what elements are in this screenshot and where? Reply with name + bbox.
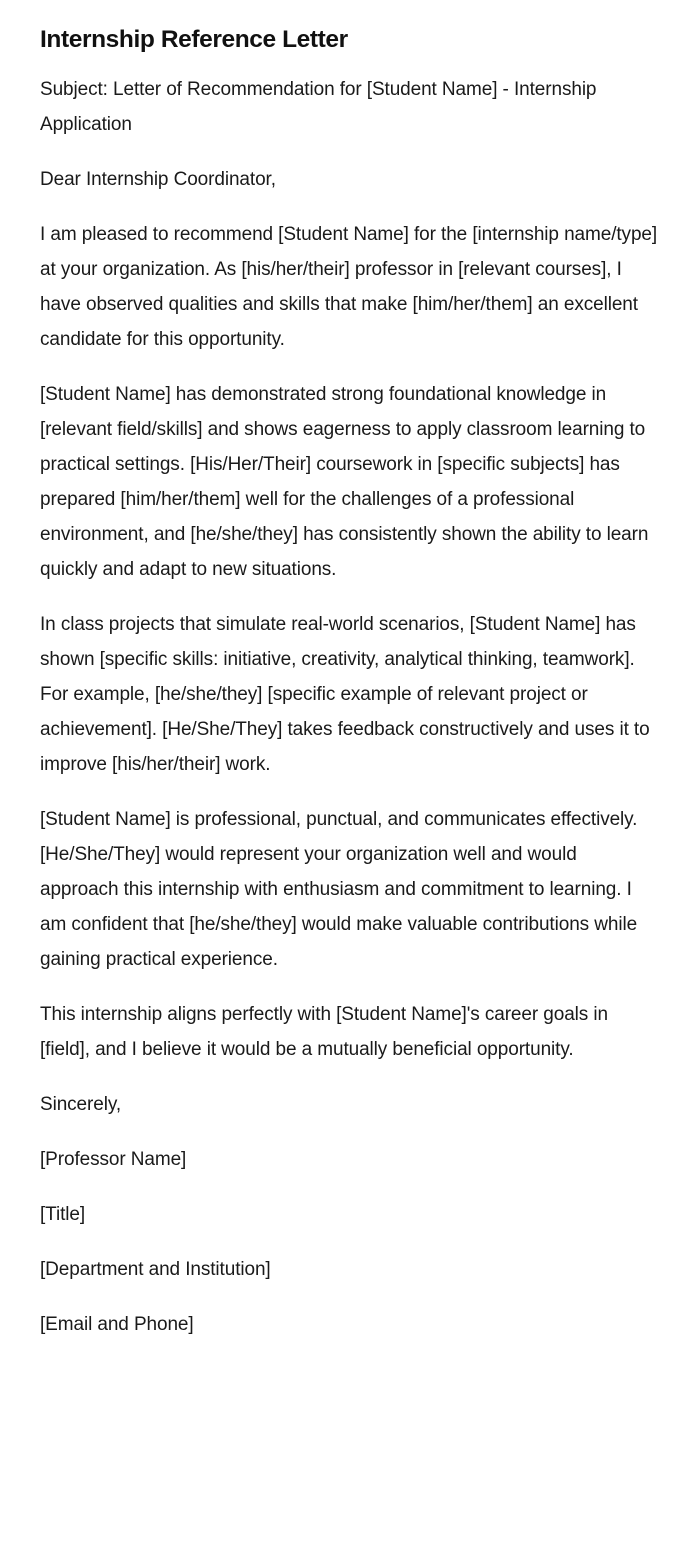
body-paragraph: I am pleased to recommend [Student Name] for the [internship name/type] at your organization. As [his/her/their] professor in [relevant courses], I have observed qualities and skills that make [him/her/them] an excellent candidate for this opportunity. <box>40 224 658 350</box>
body-paragraph: [Student Name] has demonstrated strong foundational knowledge in [relevant field/skills] and shows eagerness to apply classroom learning to practical settings. [His/Her/Their] coursework in [specific subjects] has prepared [him/her/them] well for the challenges of a professional environment, and [he/she/they] has consistently shown the ability to learn quickly and adapt to new situations. <box>40 384 649 580</box>
body-paragraph: This internship aligns perfectly with [Student Name]'s career goals in [field], and I believe it would be a mutually beneficial opportunity. <box>40 1004 608 1060</box>
closing: Sincerely, <box>40 1094 122 1115</box>
signature-contact: [Email and Phone] <box>40 1314 194 1335</box>
subject-line: Subject: Letter of Recommendation for [Student Name] - Internship Application <box>40 79 597 135</box>
body-paragraph: [Student Name] is professional, punctual, and communicates effectively. [He/She/They] would represent your organization well and would approach this internship with enthusiasm and commitment to learning. I am confident that [he/she/they] would make valuable contributions while gaining practical experience. <box>40 809 638 970</box>
salutation: Dear Internship Coordinator, <box>40 169 276 190</box>
page-title: Internship Reference Letter <box>40 26 348 53</box>
signature-title: [Title] <box>40 1204 86 1225</box>
signature-department: [Department and Institution] <box>40 1259 271 1280</box>
body-paragraph: In class projects that simulate real-world scenarios, [Student Name] has shown [specific skills: initiative, creativity, analytical thinking, teamwork]. For example, [he/she/they] [specific example of relevant project or achievement]. [He/She/They] takes feedback constructively and uses it to improve [his/her/their] work. <box>40 614 650 775</box>
signature-name: [Professor Name] <box>40 1149 187 1170</box>
